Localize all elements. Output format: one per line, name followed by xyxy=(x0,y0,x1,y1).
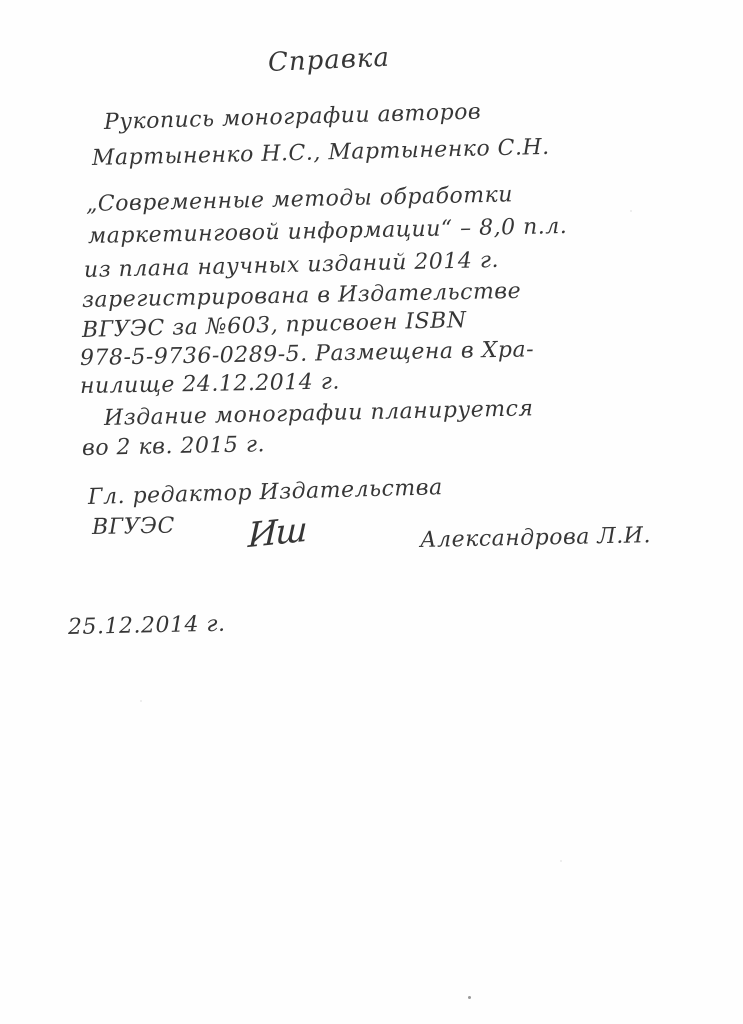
signature-role: Гл. редактор Издательства xyxy=(87,475,443,510)
body-line-2: Мартыненко Н.С., Мартыненко С.Н. xyxy=(91,134,550,171)
body-line-6: зарегистрирована в Издательстве xyxy=(81,278,522,313)
paper-speckle xyxy=(630,210,632,212)
paper-speckle xyxy=(560,860,562,862)
body-line-4: маркетинговой информации“ – 8,0 п.л. xyxy=(87,213,568,249)
signature-mark: Иш xyxy=(247,509,307,557)
page-footer-mark xyxy=(468,996,471,999)
paper-speckle xyxy=(140,700,142,702)
body-line-8: 978-5-9736-0289-5. Размещена в Хра- xyxy=(79,337,535,371)
body-line-10: Издание монографии планируется xyxy=(103,396,534,431)
body-line-3: „Современные методы обработки xyxy=(85,182,514,217)
signature-organization: ВГУЭС xyxy=(91,513,176,540)
body-line-1: Рукопись монографии авторов xyxy=(103,99,482,135)
document-date: 25.12.2014 г. xyxy=(67,611,226,640)
body-line-11: во 2 кв. 2015 г. xyxy=(81,432,266,461)
body-line-7: ВГУЭС за №603, присвоен ISBN xyxy=(81,307,467,343)
document-title: Справка xyxy=(267,42,391,78)
signature-name: Александрова Л.И. xyxy=(419,523,652,553)
body-line-5: из плана научных изданий 2014 г. xyxy=(83,247,500,283)
body-line-9: нилище 24.12.2014 г. xyxy=(79,369,341,399)
